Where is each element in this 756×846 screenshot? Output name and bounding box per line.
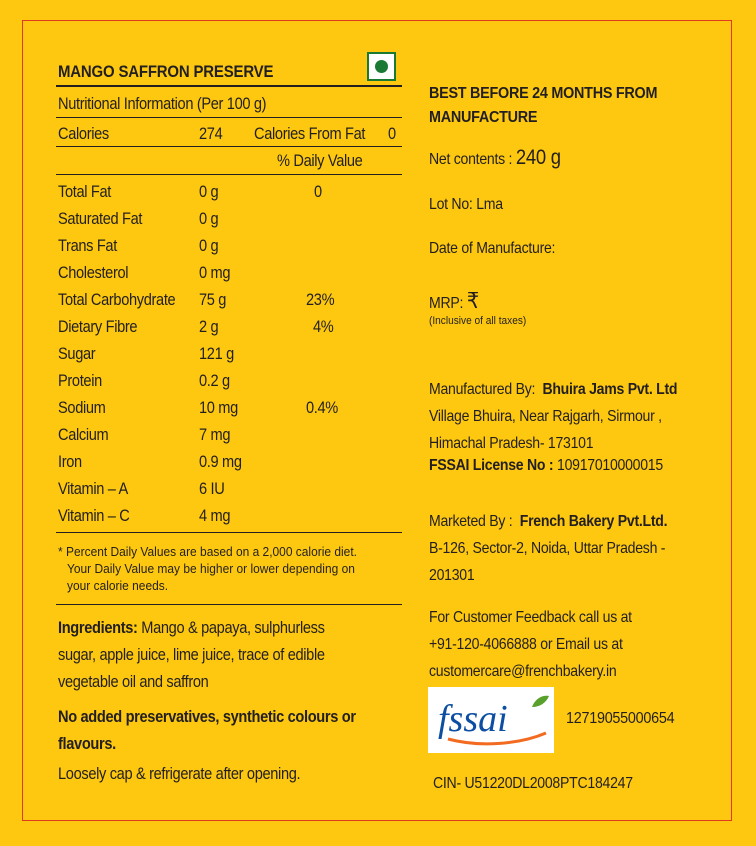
nutrient-amount: 121 g bbox=[199, 344, 234, 363]
nutrient-name: Cholesterol bbox=[58, 263, 129, 282]
nutrient-amount: 2 g bbox=[199, 317, 219, 336]
nutrient-daily-value: 4% bbox=[313, 317, 334, 336]
fssai-license: FSSAI License No : 10917010000015 bbox=[429, 457, 663, 474]
nutrient-name: Iron bbox=[58, 452, 82, 471]
title-rule bbox=[56, 85, 402, 87]
nutrition-footnote: * Percent Daily Values are based on a 2,000 calorie diet. Your Daily Value may be higher or lower depending on your calorie needs. bbox=[58, 544, 357, 593]
svg-text:fssai: fssai bbox=[438, 698, 508, 740]
fssai-logo-icon bbox=[428, 687, 554, 753]
nutrient-name: Protein bbox=[58, 371, 102, 390]
nutrient-name: Vitamin – A bbox=[58, 479, 128, 498]
nutrient-name: Vitamin – C bbox=[58, 506, 130, 525]
nutrient-amount: 10 mg bbox=[199, 398, 238, 417]
calories-from-fat-value: 0 bbox=[388, 124, 396, 143]
nutrition-header: Nutritional Information (Per 100 g) bbox=[58, 94, 267, 113]
nutrient-name: Dietary Fibre bbox=[58, 317, 138, 336]
cin-number: CIN- U51220DL2008PTC184247 bbox=[433, 775, 633, 792]
nutrient-name: Total Carbohydrate bbox=[58, 290, 176, 309]
ingredients: Ingredients: Mango & papaya, sulphurless sugar, apple juice, lime juice, trace of edible vegetable oil and saffron bbox=[58, 618, 325, 691]
veg-mark-icon bbox=[367, 52, 396, 81]
nutrient-daily-value: 0 bbox=[314, 182, 322, 201]
nutrient-name: Total Fat bbox=[58, 182, 111, 201]
nutrient-name: Saturated Fat bbox=[58, 209, 143, 228]
nutrient-amount: 0.9 mg bbox=[199, 452, 242, 471]
customer-feedback: For Customer Feedback call us at +91-120-4066888 or Email us at customercare@frenchbakery.in bbox=[429, 609, 632, 680]
nutrient-amount: 75 g bbox=[199, 290, 227, 309]
nutrient-daily-value: 23% bbox=[306, 290, 335, 309]
calories-from-fat-label: Calories From Fat bbox=[254, 124, 366, 143]
nutrient-name: Calcium bbox=[58, 425, 109, 444]
nutrient-amount: 0 g bbox=[199, 236, 219, 255]
manufacturer-address: Manufactured By: Bhuira Jams Pvt. Ltd Village Bhuira, Near Rajgarh, Sirmour , Himachal Pradesh- 173101 bbox=[429, 381, 678, 452]
nutrient-amount: 7 mg bbox=[199, 425, 231, 444]
rupee-icon: ₹ bbox=[466, 289, 479, 314]
date-of-manufacture: Date of Manufacture: bbox=[429, 240, 556, 257]
no-preservatives-note: No added preservatives, synthetic colours or flavours. bbox=[58, 707, 356, 753]
nutrient-amount: 0.2 g bbox=[199, 371, 230, 390]
nutrient-daily-value: 0.4% bbox=[306, 398, 338, 417]
fssai-logo bbox=[428, 687, 554, 753]
nutrient-name: Trans Fat bbox=[58, 236, 117, 255]
nutrient-amount: 0 g bbox=[199, 209, 219, 228]
nutrient-amount: 4 mg bbox=[199, 506, 231, 525]
daily-value-header: % Daily Value bbox=[277, 151, 363, 170]
best-before: BEST BEFORE 24 MONTHS FROM MANUFACTURE bbox=[429, 85, 658, 126]
mrp-tax-note: (Inclusive of all taxes) bbox=[429, 315, 527, 327]
nutrient-name: Sodium bbox=[58, 398, 106, 417]
storage-instruction: Loosely cap & refrigerate after opening. bbox=[58, 764, 301, 783]
calories-label: Calories bbox=[58, 124, 109, 143]
mrp: MRP: ₹ bbox=[429, 289, 479, 314]
marketer-address: Marketed By : French Bakery Pvt.Ltd. B-126, Sector-2, Noida, Uttar Pradesh - 201301 bbox=[429, 513, 668, 584]
product-title: MANGO SAFFRON PRESERVE bbox=[58, 62, 274, 81]
calories-value: 274 bbox=[199, 124, 223, 143]
nutrient-name: Sugar bbox=[58, 344, 96, 363]
nutrient-amount: 6 IU bbox=[199, 479, 225, 498]
nutrient-amount: 0 mg bbox=[199, 263, 231, 282]
net-contents: Net contents : 240 g bbox=[429, 146, 561, 169]
nutrient-amount: 0 g bbox=[199, 182, 219, 201]
fssai-number: 12719055000654 bbox=[566, 710, 675, 727]
lot-number: Lot No: Lma bbox=[429, 196, 503, 213]
